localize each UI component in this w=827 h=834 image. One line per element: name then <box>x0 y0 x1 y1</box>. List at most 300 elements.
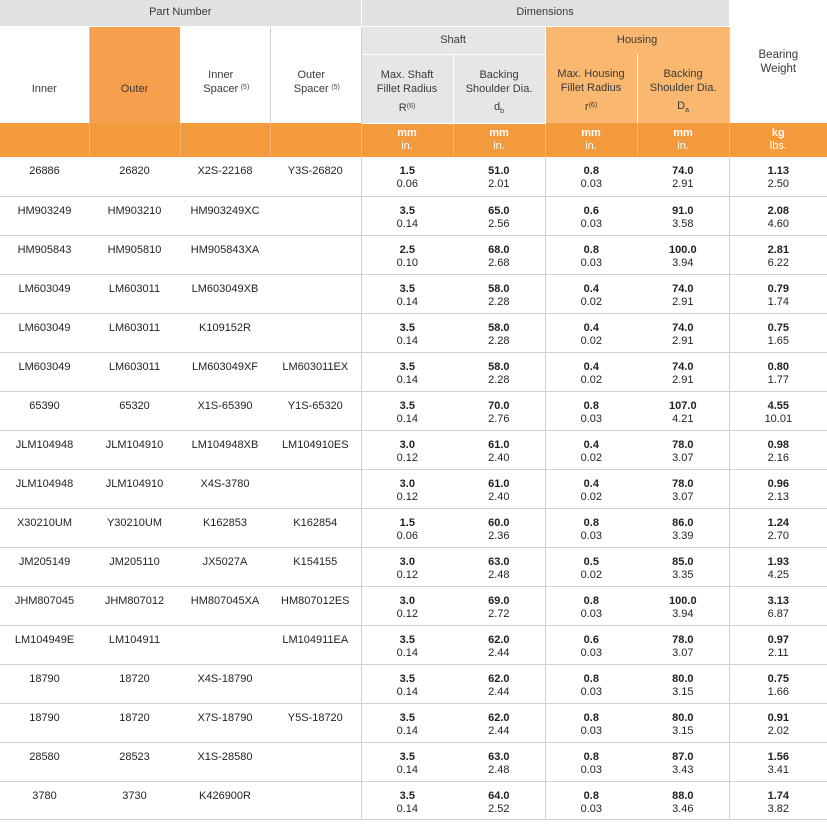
cell-inner-spacer: K109152R <box>180 313 270 352</box>
value-imperial: 2.44 <box>488 646 510 659</box>
cell-inner: JLM104948 <box>0 430 89 469</box>
cell-shaft-backing <box>453 313 545 352</box>
cell-outer-spacer: K154155 <box>270 547 361 586</box>
value-metric: 107.0 <box>669 399 697 412</box>
table-row <box>0 313 827 352</box>
value-metric: 0.8 <box>583 711 599 724</box>
value-metric: 1.5 <box>399 516 415 529</box>
value-metric: 3.5 <box>399 633 415 646</box>
value-metric: 78.0 <box>672 633 694 646</box>
part-number-header: Part Number <box>0 0 361 26</box>
cell-outer: JLM104910 <box>89 430 180 469</box>
value-metric: 0.98 <box>767 438 790 451</box>
value-imperial: 2.36 <box>488 529 510 542</box>
value-imperial: 3.82 <box>767 802 790 815</box>
value-metric: 3.0 <box>399 594 415 607</box>
value-imperial: 2.48 <box>488 763 510 776</box>
cell-shaft-backing <box>453 352 545 391</box>
value-imperial: 2.28 <box>488 373 510 386</box>
cell-shaft-backing <box>453 469 545 508</box>
value-imperial: 3.94 <box>672 607 694 620</box>
value-imperial: 0.03 <box>580 685 602 698</box>
value-imperial: 0.14 <box>396 217 418 230</box>
value-imperial: 0.03 <box>580 646 602 659</box>
value-imperial: 4.25 <box>767 568 790 581</box>
cell-outer: 18720 <box>89 664 180 703</box>
value-metric: 3.0 <box>399 555 415 568</box>
cell-shaft-fillet <box>361 625 453 664</box>
table-row <box>0 430 827 469</box>
cell-outer: HM903210 <box>89 196 180 235</box>
shaft-backing-header: Backing Shoulder Dia. $d_b$ <box>453 54 545 123</box>
cell-inner: HM903249 <box>0 196 89 235</box>
value-imperial: 0.12 <box>396 490 418 503</box>
value-metric: 74.0 <box>672 165 694 177</box>
table-row <box>0 664 827 703</box>
max-housing-fillet-header: Max. Housing Fillet Radius $r^{(6)}$ <box>545 54 637 123</box>
value-metric: 65.0 <box>488 204 510 217</box>
value-imperial: 0.02 <box>580 451 602 464</box>
value-imperial: 0.06 <box>396 529 418 542</box>
cell-housing-fillet <box>545 508 637 547</box>
cell-housing-fillet <box>545 391 637 430</box>
value-metric: 61.0 <box>488 477 510 490</box>
cell-outer-spacer <box>270 313 361 352</box>
value-imperial: 0.02 <box>580 490 602 503</box>
cell-housing-fillet <box>545 781 637 819</box>
cell-weight <box>729 625 827 664</box>
value-imperial: 2.40 <box>488 451 510 464</box>
cell-housing-backing <box>637 196 729 235</box>
cell-outer: JM205110 <box>89 547 180 586</box>
value-metric: 1.24 <box>767 516 790 529</box>
table-row <box>0 781 827 819</box>
cell-outer: Y30210UM <box>89 508 180 547</box>
inner-spacer-header: Inner Spacer $^{(5)}$ <box>180 26 270 123</box>
value-imperial: 2.40 <box>488 490 510 503</box>
unit-shaft-fillet: mm in. <box>361 123 453 157</box>
cell-weight <box>729 196 827 235</box>
cell-shaft-backing <box>453 664 545 703</box>
cell-housing-backing <box>637 313 729 352</box>
cell-weight <box>729 274 827 313</box>
value-metric: 61.0 <box>488 438 510 451</box>
cell-housing-backing <box>637 274 729 313</box>
value-metric: 0.8 <box>583 789 599 802</box>
cell-shaft-backing <box>453 586 545 625</box>
outer-header: Outer <box>89 26 180 123</box>
outer-spacer-header: Outer Spacer $^{(5)}$ <box>270 26 361 123</box>
table-row <box>0 352 827 391</box>
value-imperial: 3.35 <box>672 568 694 581</box>
cell-weight <box>729 547 827 586</box>
cell-shaft-backing <box>453 508 545 547</box>
cell-outer-spacer <box>270 274 361 313</box>
value-imperial: 2.91 <box>672 373 694 386</box>
value-metric: 87.0 <box>672 750 694 763</box>
cell-housing-fillet <box>545 352 637 391</box>
value-imperial: 0.12 <box>396 568 418 581</box>
cell-inner: 28580 <box>0 742 89 781</box>
dimensions-header: Dimensions <box>361 0 729 26</box>
value-metric: 0.6 <box>583 204 599 217</box>
value-metric: 88.0 <box>672 789 694 802</box>
value-imperial: 0.03 <box>580 412 602 425</box>
cell-inner: 26886 <box>0 157 89 196</box>
cell-inner-spacer: JX5027A <box>180 547 270 586</box>
value-imperial: 3.39 <box>672 529 694 542</box>
value-imperial: 2.50 <box>767 178 790 190</box>
cell-weight <box>729 508 827 547</box>
value-metric: 74.0 <box>672 282 694 295</box>
value-metric: 62.0 <box>488 711 510 724</box>
value-imperial: 3.07 <box>672 490 694 503</box>
value-metric: 3.5 <box>399 399 415 412</box>
value-imperial: 0.03 <box>580 178 602 190</box>
cell-outer-spacer <box>270 469 361 508</box>
value-metric: 85.0 <box>672 555 694 568</box>
unit-cell-blank <box>0 123 89 157</box>
cell-housing-fillet <box>545 313 637 352</box>
cell-shaft-fillet <box>361 703 453 742</box>
cell-shaft-backing <box>453 625 545 664</box>
value-imperial: 0.06 <box>396 178 418 190</box>
cell-shaft-fillet <box>361 547 453 586</box>
table-row <box>0 469 827 508</box>
cell-shaft-fillet <box>361 235 453 274</box>
value-metric: 100.0 <box>669 243 697 256</box>
value-imperial: 3.15 <box>672 724 694 737</box>
cell-housing-fillet <box>545 703 637 742</box>
value-imperial: 1.65 <box>767 334 790 347</box>
value-metric: 74.0 <box>672 321 694 334</box>
value-metric: 64.0 <box>488 789 510 802</box>
value-imperial: 6.22 <box>767 256 790 269</box>
unit-shaft-backing: mm in. <box>453 123 545 157</box>
table-row <box>0 274 827 313</box>
value-metric: 51.0 <box>488 165 510 177</box>
value-metric: 0.8 <box>583 672 599 685</box>
cell-inner-spacer: X1S-65390 <box>180 391 270 430</box>
value-imperial: 0.02 <box>580 568 602 581</box>
cell-outer: LM603011 <box>89 352 180 391</box>
cell-shaft-backing <box>453 391 545 430</box>
value-imperial: 2.11 <box>768 646 789 659</box>
value-imperial: 4.21 <box>672 412 694 425</box>
value-metric: 86.0 <box>672 516 694 529</box>
cell-housing-backing <box>637 391 729 430</box>
cell-inner-spacer: X4S-18790 <box>180 664 270 703</box>
cell-outer-spacer: LM104910ES <box>270 430 361 469</box>
value-imperial: 2.91 <box>672 334 694 347</box>
value-imperial: 2.48 <box>488 568 510 581</box>
value-metric: 1.13 <box>767 165 790 177</box>
cell-outer-spacer <box>270 196 361 235</box>
cell-shaft-fillet <box>361 508 453 547</box>
unit-cell-blank <box>180 123 270 157</box>
value-metric: 2.81 <box>767 243 790 256</box>
value-metric: 60.0 <box>488 516 510 529</box>
value-metric: 4.55 <box>767 399 790 412</box>
max-shaft-fillet-header: Max. Shaft Fillet Radius $R^{(6)}$ <box>361 54 453 123</box>
value-imperial: 0.14 <box>396 295 418 308</box>
value-imperial: 4.60 <box>767 217 790 230</box>
unit-housing-backing: mm in. <box>637 123 729 157</box>
cell-weight <box>729 781 827 819</box>
value-imperial: 2.68 <box>488 256 510 269</box>
cell-weight <box>729 391 827 430</box>
value-metric: 1.56 <box>767 750 790 763</box>
cell-shaft-fillet <box>361 274 453 313</box>
cell-outer-spacer: K162854 <box>270 508 361 547</box>
housing-backing-header: Backing Shoulder Dia. $D_a$ <box>637 54 729 123</box>
cell-housing-fillet <box>545 625 637 664</box>
value-metric: 62.0 <box>488 672 510 685</box>
value-metric: 3.5 <box>399 789 415 802</box>
cell-housing-backing <box>637 586 729 625</box>
value-imperial: 0.14 <box>396 412 418 425</box>
value-metric: 0.79 <box>767 282 790 295</box>
cell-inner-spacer: K162853 <box>180 508 270 547</box>
cell-inner: JLM104948 <box>0 469 89 508</box>
table-row <box>0 625 827 664</box>
unit-housing-fillet: mm in. <box>545 123 637 157</box>
cell-housing-backing <box>637 742 729 781</box>
cell-weight <box>729 157 827 196</box>
cell-weight <box>729 469 827 508</box>
cell-outer-spacer: LM104911EA <box>270 625 361 664</box>
cell-outer-spacer <box>270 742 361 781</box>
cell-shaft-fillet <box>361 157 453 196</box>
value-imperial: 0.10 <box>396 256 418 269</box>
cell-weight <box>729 352 827 391</box>
value-imperial: 0.14 <box>396 802 418 815</box>
cell-outer: HM905810 <box>89 235 180 274</box>
value-metric: 1.5 <box>399 165 415 177</box>
value-metric: 1.93 <box>767 555 790 568</box>
value-imperial: 2.28 <box>488 334 510 347</box>
value-imperial: 2.28 <box>488 295 510 308</box>
cell-shaft-fillet <box>361 586 453 625</box>
value-metric: 63.0 <box>488 750 510 763</box>
shaft-header: Shaft <box>361 26 545 54</box>
value-metric: 58.0 <box>488 360 510 373</box>
cell-inner: 3780 <box>0 781 89 819</box>
value-metric: 69.0 <box>488 594 510 607</box>
value-metric: 80.0 <box>672 711 694 724</box>
cell-outer: JLM104910 <box>89 469 180 508</box>
cell-inner-spacer: LM104948XB <box>180 430 270 469</box>
value-imperial: 2.13 <box>767 490 790 503</box>
cell-inner: LM603049 <box>0 274 89 313</box>
table-row <box>0 547 827 586</box>
cell-shaft-fillet <box>361 352 453 391</box>
cell-inner-spacer <box>180 625 270 664</box>
value-metric: 3.5 <box>399 750 415 763</box>
cell-outer-spacer <box>270 664 361 703</box>
table-row <box>0 703 827 742</box>
value-metric: 3.5 <box>399 360 415 373</box>
value-metric: 3.0 <box>399 438 415 451</box>
value-imperial: 2.56 <box>488 217 510 230</box>
value-metric: 0.4 <box>583 360 599 373</box>
cell-housing-backing <box>637 664 729 703</box>
cell-housing-fillet <box>545 547 637 586</box>
cell-inner: 18790 <box>0 703 89 742</box>
value-metric: 0.4 <box>583 321 599 334</box>
unit-weight: kg lbs. <box>729 123 827 157</box>
cell-inner-spacer: X7S-18790 <box>180 703 270 742</box>
cell-housing-backing <box>637 157 729 196</box>
value-metric: 0.8 <box>583 165 599 177</box>
value-metric: 0.4 <box>583 282 599 295</box>
cell-inner-spacer: X2S-22168 <box>180 157 270 196</box>
value-metric: 58.0 <box>488 321 510 334</box>
value-metric: 100.0 <box>669 594 697 607</box>
cell-housing-backing <box>637 781 729 819</box>
cell-inner: X30210UM <box>0 508 89 547</box>
cell-shaft-backing <box>453 703 545 742</box>
cell-shaft-backing <box>453 781 545 819</box>
value-imperial: 0.14 <box>396 373 418 386</box>
cell-outer-spacer <box>270 781 361 819</box>
cell-shaft-fillet <box>361 781 453 819</box>
value-metric: 0.80 <box>767 360 790 373</box>
value-metric: 3.5 <box>399 204 415 217</box>
value-imperial: 0.03 <box>580 802 602 815</box>
value-imperial: 0.14 <box>396 685 418 698</box>
cell-weight <box>729 430 827 469</box>
value-metric: 3.0 <box>399 477 415 490</box>
value-imperial: 3.43 <box>672 763 694 776</box>
value-metric: 0.8 <box>583 516 599 529</box>
value-imperial: 0.02 <box>580 373 602 386</box>
cell-inner-spacer: HM807045XA <box>180 586 270 625</box>
value-imperial: 3.46 <box>672 802 694 815</box>
table-row <box>0 508 827 547</box>
cell-weight <box>729 235 827 274</box>
cell-housing-fillet <box>545 469 637 508</box>
value-imperial: 1.74 <box>767 295 790 308</box>
value-imperial: 2.01 <box>488 178 510 190</box>
value-metric: 0.97 <box>767 633 790 646</box>
value-metric: 62.0 <box>488 633 510 646</box>
table-row <box>0 157 827 196</box>
cell-outer-spacer: Y5S-18720 <box>270 703 361 742</box>
table-row <box>0 196 827 235</box>
value-metric: 3.5 <box>399 672 415 685</box>
cell-housing-backing <box>637 430 729 469</box>
value-metric: 78.0 <box>672 438 694 451</box>
value-imperial: 3.41 <box>767 763 790 776</box>
unit-cell-blank <box>270 123 361 157</box>
cell-outer: 26820 <box>89 157 180 196</box>
cell-outer-spacer: HM807012ES <box>270 586 361 625</box>
cell-housing-fillet <box>545 196 637 235</box>
value-metric: 2.5 <box>399 243 415 256</box>
value-imperial: 0.03 <box>580 763 602 776</box>
cell-housing-fillet <box>545 274 637 313</box>
cell-inner-spacer: X4S-3780 <box>180 469 270 508</box>
cell-outer: 65320 <box>89 391 180 430</box>
cell-shaft-fillet <box>361 664 453 703</box>
value-metric: 80.0 <box>672 672 694 685</box>
cell-outer-spacer <box>270 235 361 274</box>
value-metric: 58.0 <box>488 282 510 295</box>
cell-inner-spacer: LM603049XB <box>180 274 270 313</box>
cell-outer-spacer: Y1S-65320 <box>270 391 361 430</box>
value-metric: 3.13 <box>767 594 790 607</box>
value-imperial: 1.77 <box>767 373 790 386</box>
value-imperial: 0.03 <box>580 529 602 542</box>
cell-shaft-backing <box>453 430 545 469</box>
table-row <box>0 235 827 274</box>
inner-header: Inner <box>0 26 89 123</box>
value-imperial: 0.03 <box>580 256 602 269</box>
cell-shaft-backing <box>453 157 545 196</box>
value-metric: 2.08 <box>767 204 790 217</box>
cell-outer: LM104911 <box>89 625 180 664</box>
cell-outer: JHM807012 <box>89 586 180 625</box>
value-imperial: 0.02 <box>580 334 602 347</box>
cell-shaft-backing <box>453 547 545 586</box>
cell-housing-backing <box>637 508 729 547</box>
cell-shaft-fillet <box>361 742 453 781</box>
value-imperial: 0.14 <box>396 763 418 776</box>
value-imperial: 0.12 <box>396 451 418 464</box>
cell-shaft-backing <box>453 235 545 274</box>
value-imperial: 0.02 <box>580 295 602 308</box>
value-imperial: 2.72 <box>488 607 510 620</box>
value-metric: 0.75 <box>767 672 790 685</box>
value-metric: 78.0 <box>672 477 694 490</box>
value-imperial: 2.44 <box>488 685 510 698</box>
table-row <box>0 742 827 781</box>
cell-outer: LM603011 <box>89 274 180 313</box>
cell-outer: 28523 <box>89 742 180 781</box>
value-metric: 0.8 <box>583 594 599 607</box>
cell-inner: 65390 <box>0 391 89 430</box>
value-metric: 68.0 <box>488 243 510 256</box>
value-imperial: 0.03 <box>580 217 602 230</box>
value-imperial: 0.03 <box>580 607 602 620</box>
value-imperial: 0.03 <box>580 724 602 737</box>
cell-inner-spacer: HM903249XC <box>180 196 270 235</box>
table-row <box>0 391 827 430</box>
cell-shaft-backing <box>453 274 545 313</box>
value-imperial: 2.70 <box>767 529 790 542</box>
cell-inner: HM905843 <box>0 235 89 274</box>
cell-housing-backing <box>637 469 729 508</box>
table-row <box>0 586 827 625</box>
unit-cell-blank <box>89 123 180 157</box>
cell-housing-fillet <box>545 664 637 703</box>
value-metric: 0.4 <box>583 438 599 451</box>
cell-inner-spacer: K426900R <box>180 781 270 819</box>
value-metric: 3.5 <box>399 282 415 295</box>
cell-housing-fillet <box>545 742 637 781</box>
value-imperial: 2.76 <box>488 412 510 425</box>
value-metric: 0.8 <box>583 399 599 412</box>
cell-outer: LM603011 <box>89 313 180 352</box>
value-imperial: 3.15 <box>672 685 694 698</box>
value-metric: 70.0 <box>488 399 510 412</box>
cell-housing-backing <box>637 547 729 586</box>
value-imperial: 3.58 <box>672 217 694 230</box>
value-metric: 0.75 <box>767 321 790 334</box>
cell-weight <box>729 703 827 742</box>
cell-outer-spacer: LM603011EX <box>270 352 361 391</box>
